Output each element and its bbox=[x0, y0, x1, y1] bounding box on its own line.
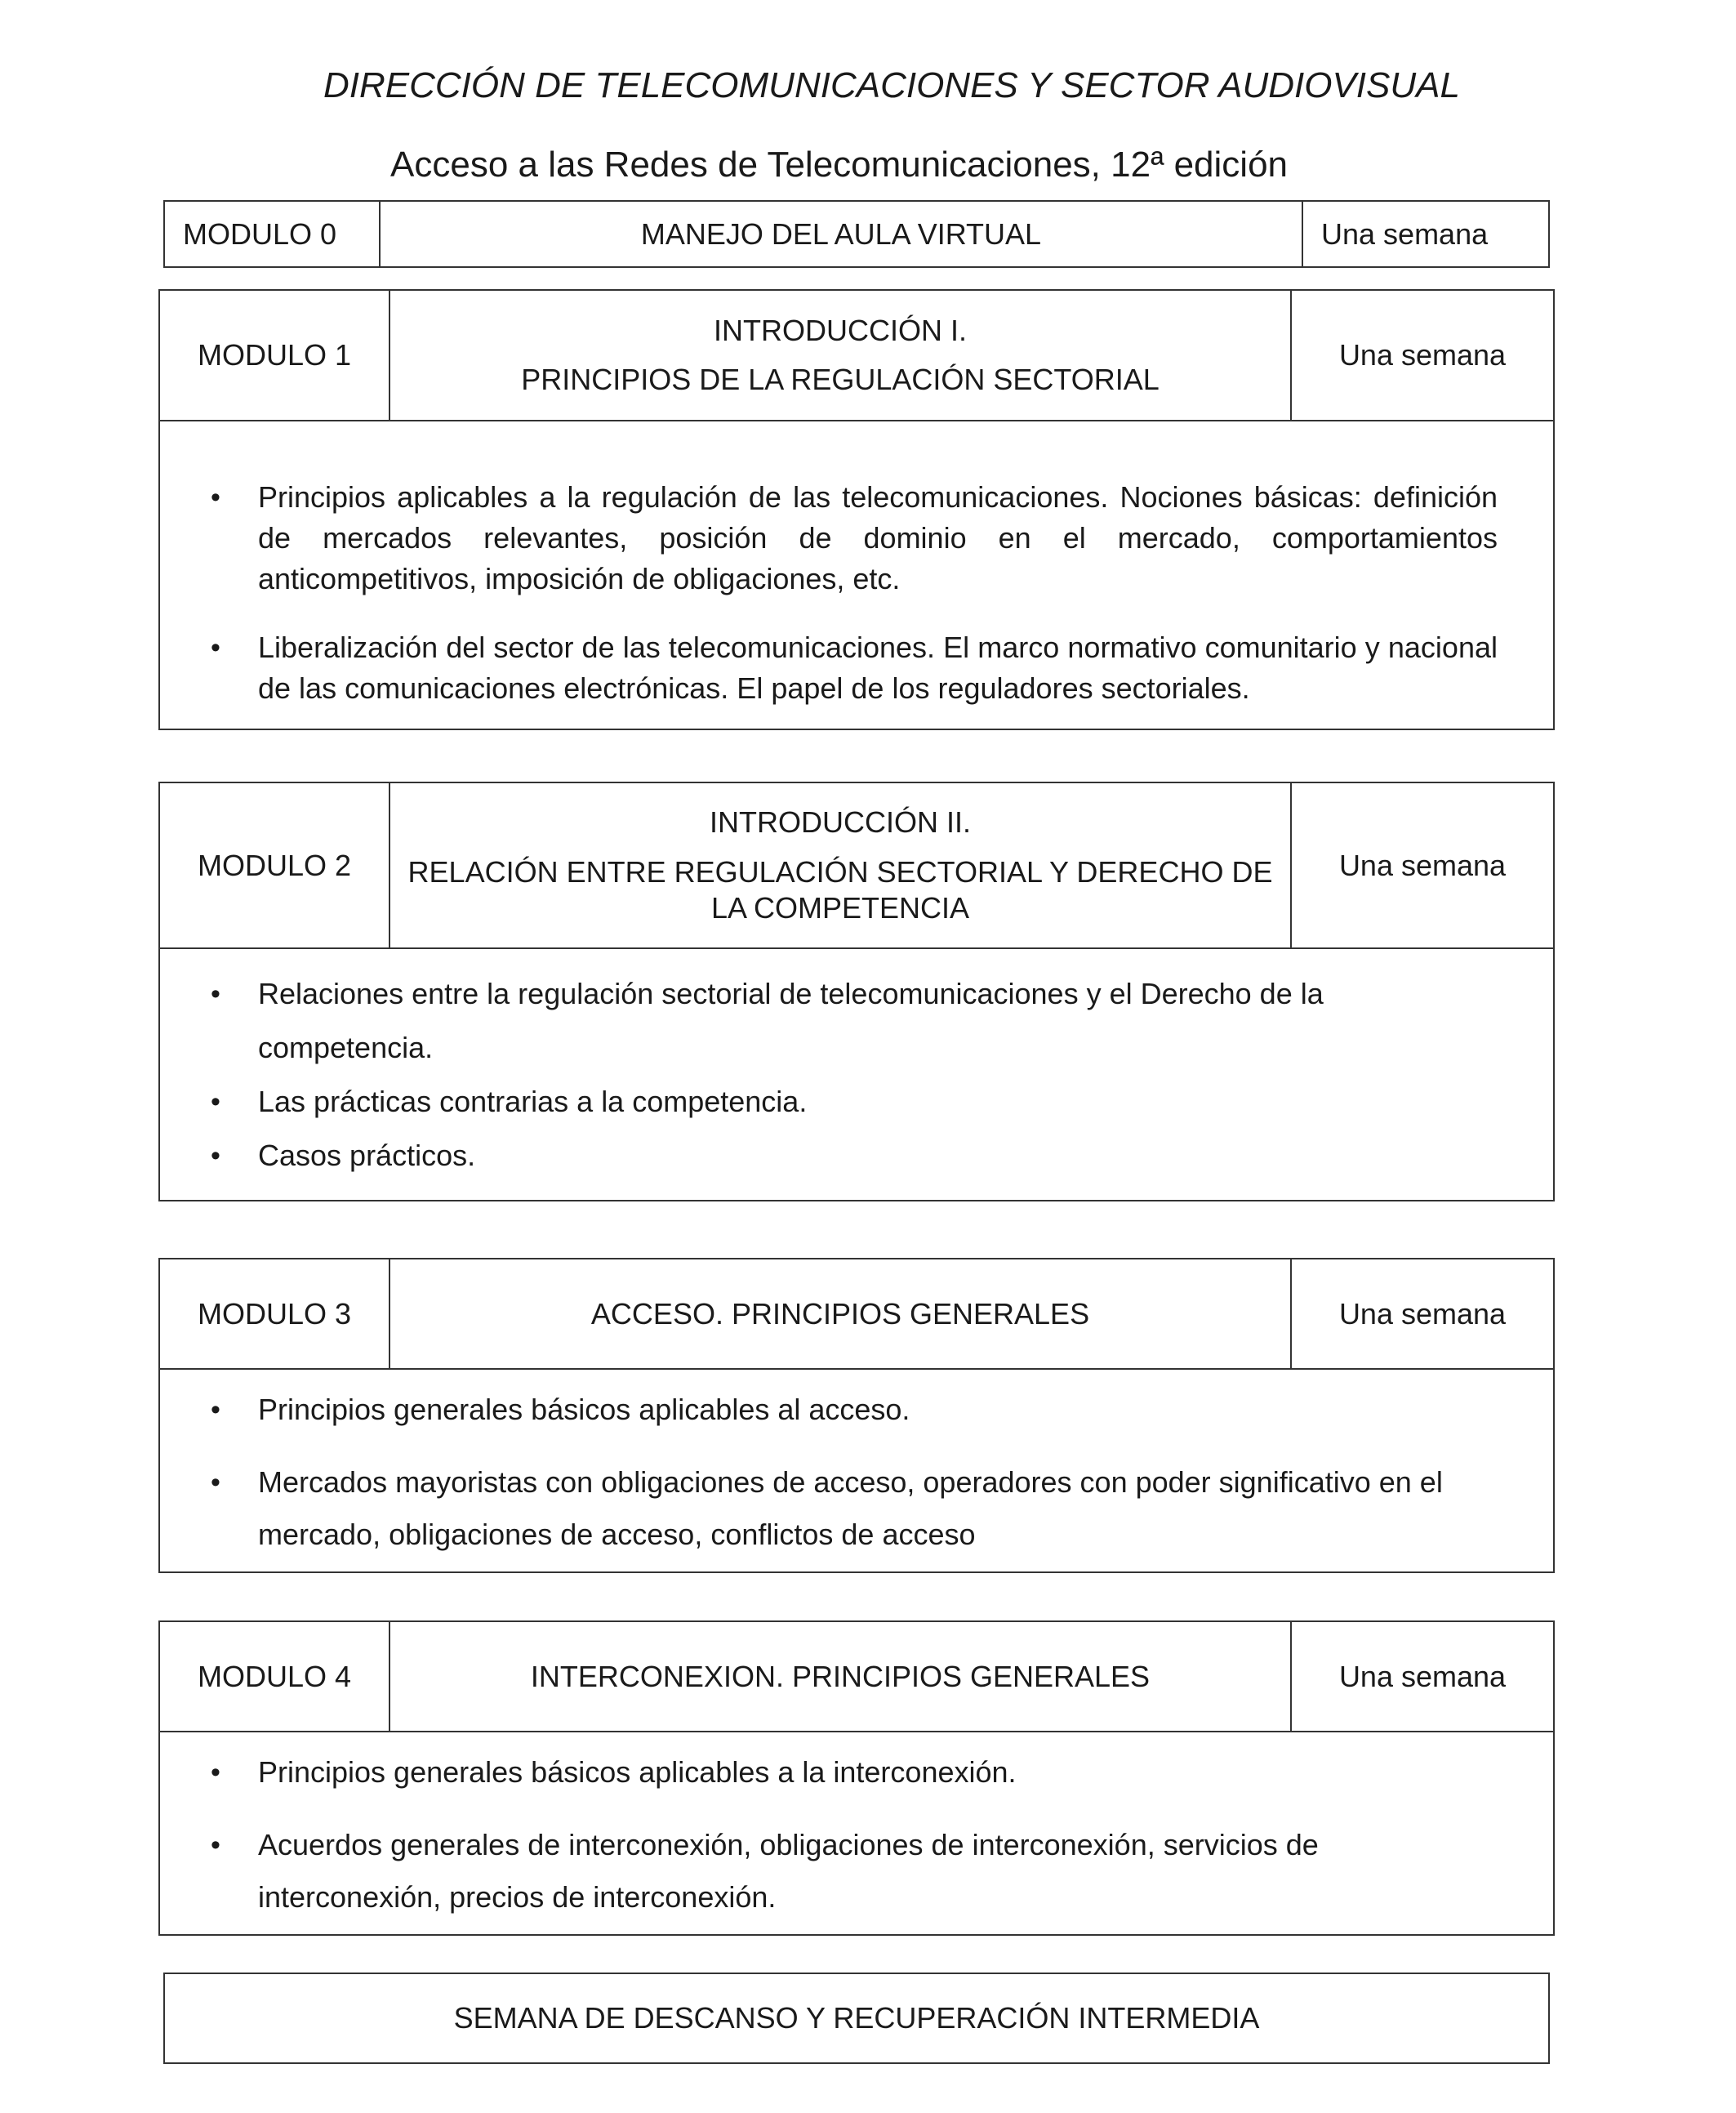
module-0-duration: Una semana bbox=[1302, 202, 1548, 266]
module-2-title bbox=[390, 783, 1290, 947]
module-1-topic-list bbox=[160, 477, 1553, 709]
module-2-topic-3: • Casos prácticos. bbox=[160, 1129, 1553, 1183]
page-subtitle: Acceso a las Redes de Telecomunicaciones, 12ª edición bbox=[390, 145, 1289, 185]
module-2-topic-list bbox=[160, 967, 1553, 1183]
module-3-title: ACCESO. PRINCIPIOS GENERALES bbox=[590, 1296, 1090, 1331]
module-0-box bbox=[163, 200, 1550, 268]
module-1-topic-2: • Liberalización del sector de las telecomunicaciones. El marco normativo comunitario y nacional de las comunicaciones electrónicas. El papel de los reguladores sectoriales. bbox=[160, 627, 1553, 709]
module-4-topic-list bbox=[160, 1745, 1553, 1924]
module-2-content bbox=[160, 949, 1553, 1200]
module-3-topic-list bbox=[160, 1383, 1553, 1561]
module-1-content bbox=[160, 421, 1553, 729]
break-week-box bbox=[163, 1973, 1550, 2064]
module-4-id: MODULO 4 bbox=[160, 1622, 390, 1731]
module-4-topic-2: • Acuerdos generales de interconexión, obligaciones de interconexión, servicios de interconexión, precios de interconexión. bbox=[160, 1819, 1553, 1924]
module-2-title-line-1: INTRODUCCIÓN II. bbox=[710, 805, 971, 839]
module-1-topic-1: • Principios aplicables a la regulación de las telecomunicaciones. Nociones básicas: definición de mercados relevantes, posición de dominio en el mercado, comportamientos anticompetitivos, imposición de obligaciones, etc. bbox=[160, 477, 1553, 600]
module-2-id: MODULO 2 bbox=[160, 783, 390, 947]
module-0-title: MANEJO DEL AULA VIRTUAL bbox=[640, 216, 1042, 251]
module-2-duration: Una semana bbox=[1290, 783, 1553, 947]
module-1-duration: Una semana bbox=[1290, 291, 1553, 420]
module-1-box bbox=[158, 289, 1555, 730]
module-3-id: MODULO 3 bbox=[160, 1259, 390, 1368]
module-4-duration: Una semana bbox=[1290, 1622, 1553, 1731]
module-1-title-line-2: PRINCIPIOS DE LA REGULACIÓN SECTORIAL bbox=[521, 363, 1160, 396]
module-3-duration: Una semana bbox=[1290, 1259, 1553, 1368]
module-3-box bbox=[158, 1258, 1555, 1573]
module-1-title bbox=[390, 291, 1290, 420]
page-title: DIRECCIÓN DE TELECOMUNICACIONES Y SECTOR AUDIOVISUAL bbox=[323, 65, 1460, 105]
module-4-box bbox=[158, 1620, 1555, 1936]
module-0-id: MODULO 0 bbox=[165, 202, 381, 266]
module-1-id: MODULO 1 bbox=[160, 291, 390, 420]
module-3-topic-2: • Mercados mayoristas con obligaciones de acceso, operadores con poder significativo en el mercado, obligaciones de acceso, conflictos de acceso bbox=[160, 1456, 1553, 1561]
module-3-topic-1: • Principios generales básicos aplicables al acceso. bbox=[160, 1383, 1553, 1437]
module-2-title-line-2: RELACIÓN ENTRE REGULACIÓN SECTORIAL Y DERECHO DE LA COMPETENCIA bbox=[407, 854, 1273, 925]
break-week-label: SEMANA DE DESCANSO Y RECUPERACIÓN INTERMEDIA bbox=[453, 2001, 1260, 2035]
module-2-topic-1: • Relaciones entre la regulación sectorial de telecomunicaciones y el Derecho de la competencia. bbox=[160, 967, 1553, 1075]
module-4-title: INTERCONEXION. PRINCIPIOS GENERALES bbox=[530, 1659, 1151, 1693]
module-1-title-line-1: INTRODUCCIÓN I. bbox=[714, 314, 967, 347]
module-2-topic-2: • Las prácticas contrarias a la competencia. bbox=[160, 1075, 1553, 1129]
module-2-box bbox=[158, 782, 1555, 1201]
module-4-content bbox=[160, 1732, 1553, 1934]
module-3-content bbox=[160, 1370, 1553, 1571]
module-4-topic-1: • Principios generales básicos aplicables a la interconexión. bbox=[160, 1745, 1553, 1799]
